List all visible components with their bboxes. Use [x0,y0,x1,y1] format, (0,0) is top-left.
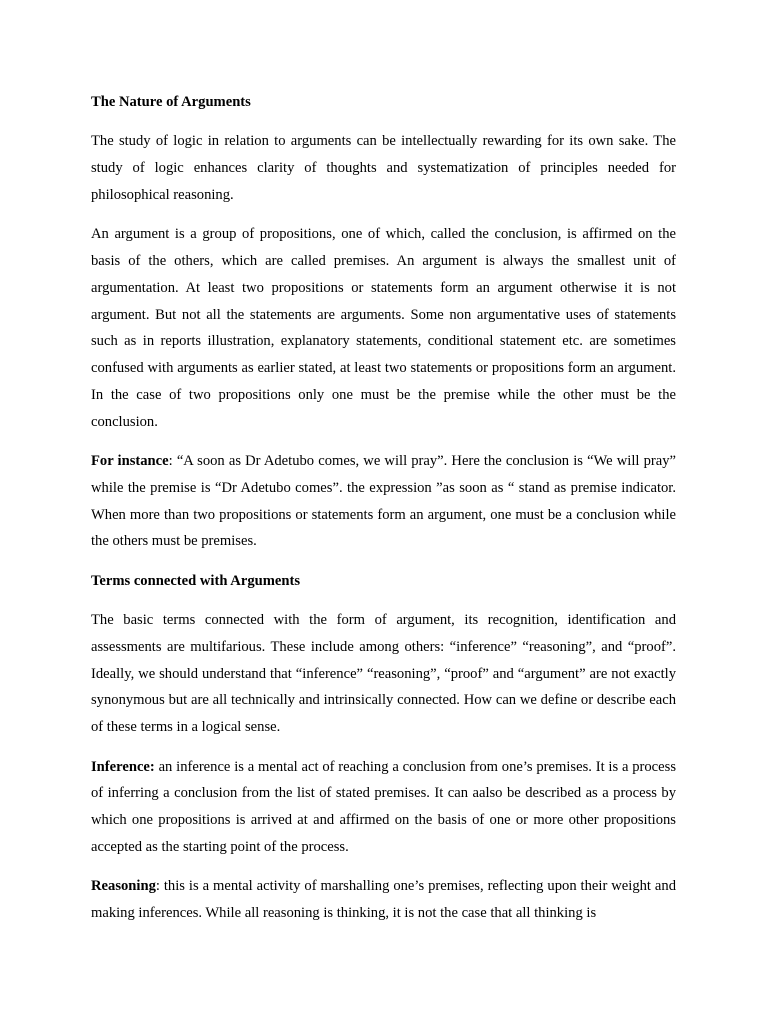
paragraph-reasoning [91,873,676,927]
section-heading-terms-connected: Terms connected with Arguments [91,572,301,589]
paragraph-inference [91,754,676,861]
paragraph-study-of-logic: The study of logic in relation to arguments can be intellectually rewarding for its own sake. The study of logic enhances clarity of thoughts and systematization of principles needed for philosophical reasoning. [91,133,676,203]
paragraph-for-instance [91,448,676,555]
term-inference: Inference: [91,758,155,775]
paragraph-inference-text: an inference is a mental act of reaching a conclusion from one’s premises. It is a process of inferring a conclusion from the list of stated premises. It can aalso be described as a process by which one propositions is arrived at and affirmed on the basis of one or more other propositions accepted as the starting point of the process. [91,758,676,855]
paragraph-for-instance-text: : “A soon as Dr Adetubo comes, we will pray”. Here the conclusion is “We will pray” while the premise is “Dr Adetubo comes”. the expression ”as soon as “ stand as premise indicator. When more than two propositions or statements form an argument, one must be a conclusion while the others must be premises. [91,453,677,550]
paragraph-reasoning-text: : this is a mental activity of marshalling one’s premises, reflecting upon their weight and making inferences. While all reasoning is thinking, it is not the case that all thinking is [91,878,676,922]
document-page [91,89,676,927]
section-heading-nature-of-arguments: The Nature of Arguments [91,94,251,110]
paragraph-basic-terms: The basic terms connected with the form of argument, its recognition, identification and assessments are multifarious. These include among others: “inference” “reasoning”, and “proof”. Ideally, we should understand that “inference” “reasoning”, “proof” and “argument” are not exactly synonymous but are all technically and intrinsically connected. How can we define or describe each of these terms in a logical sense. [91,612,676,736]
term-for-instance: For instance [91,453,169,470]
term-reasoning: Reasoning [91,878,156,895]
paragraph-argument-definition: An argument is a group of propositions, one of which, called the conclusion, is affirmed on the basis of the others, which are called premises. An argument is always the smallest unit of argumentation. At least two propositions or statements form an argument otherwise it is not argument. But not all the statements are arguments. Some non argumentative uses of statements such as in reports illustration, explanatory statements, conditional statement etc. are sometimes confused with arguments as earlier stated, at least two statements or propositions form an argument. In the case of two propositions only one must be the premise while the other must be the conclusion. [91,226,676,430]
